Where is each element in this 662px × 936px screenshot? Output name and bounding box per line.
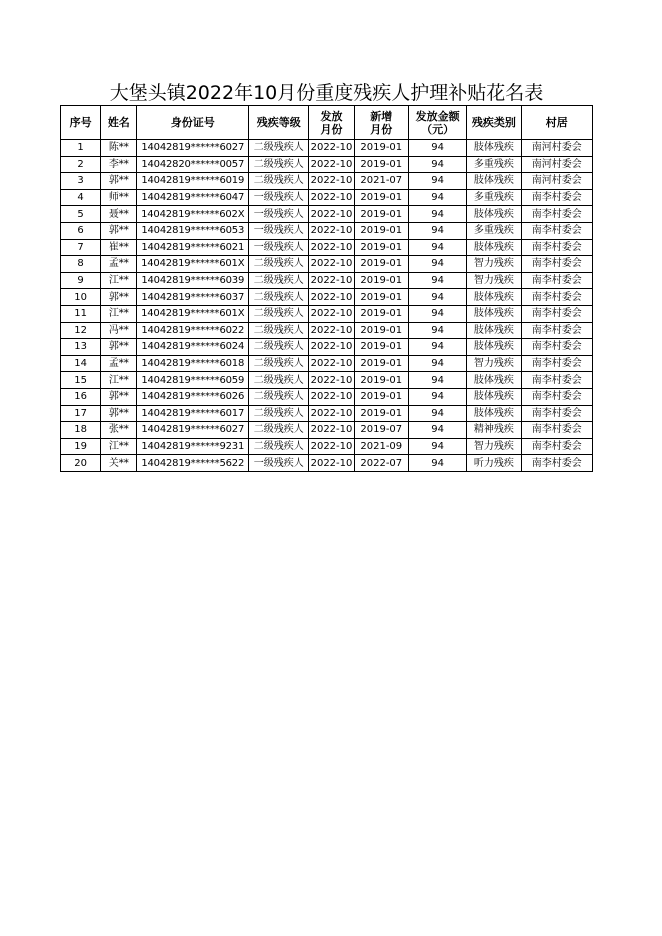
cell-id: 14042819******6047 <box>137 189 249 206</box>
cell-new-month: 2019-01 <box>354 140 408 157</box>
cell-issue-month: 2022-10 <box>309 305 354 322</box>
cell-amount: 94 <box>408 239 466 256</box>
cell-category: 精神残疾 <box>467 422 521 439</box>
cell-name: 江** <box>101 438 137 455</box>
cell-index: 1 <box>61 140 101 157</box>
cell-amount: 94 <box>408 322 466 339</box>
cell-name: 郭** <box>101 222 137 239</box>
header-category: 残疾类别 <box>467 106 521 140</box>
cell-new-month: 2019-01 <box>354 256 408 273</box>
cell-id: 14042819******6022 <box>137 322 249 339</box>
cell-level: 二级残疾人 <box>249 339 309 356</box>
cell-amount: 94 <box>408 339 466 356</box>
cell-level: 二级残疾人 <box>249 256 309 273</box>
cell-new-month: 2021-07 <box>354 173 408 190</box>
cell-amount: 94 <box>408 422 466 439</box>
cell-category: 肢体残疾 <box>467 388 521 405</box>
page-title: 大堡头镇2022年10月份重度残疾人护理补贴花名表 <box>109 82 544 104</box>
cell-name: 张** <box>101 422 137 439</box>
cell-index: 2 <box>61 156 101 173</box>
cell-level: 一级残疾人 <box>249 206 309 223</box>
cell-village: 南李村委会 <box>521 405 592 422</box>
cell-id: 14042819******6059 <box>137 372 249 389</box>
cell-name: 师** <box>101 189 137 206</box>
cell-name: 关** <box>101 455 137 472</box>
header-issue-month-line2: 月份 <box>320 122 343 136</box>
cell-name: 冯** <box>101 322 137 339</box>
cell-new-month: 2019-01 <box>354 305 408 322</box>
cell-index: 14 <box>61 355 101 372</box>
cell-issue-month: 2022-10 <box>309 156 354 173</box>
cell-name: 郭** <box>101 289 137 306</box>
cell-issue-month: 2022-10 <box>309 256 354 273</box>
cell-new-month: 2019-01 <box>354 222 408 239</box>
cell-name: 郭** <box>101 405 137 422</box>
cell-level: 二级残疾人 <box>249 289 309 306</box>
cell-id: 14042819******6039 <box>137 272 249 289</box>
cell-id: 14042819******6026 <box>137 388 249 405</box>
cell-index: 8 <box>61 256 101 273</box>
cell-category: 智力残疾 <box>467 355 521 372</box>
table-row <box>61 422 593 439</box>
cell-name: 江** <box>101 372 137 389</box>
cell-amount: 94 <box>408 173 466 190</box>
cell-village: 南李村委会 <box>521 189 592 206</box>
cell-new-month: 2019-01 <box>354 156 408 173</box>
cell-new-month: 2019-01 <box>354 372 408 389</box>
cell-issue-month: 2022-10 <box>309 272 354 289</box>
cell-amount: 94 <box>408 289 466 306</box>
cell-index: 20 <box>61 455 101 472</box>
cell-name: 江** <box>101 305 137 322</box>
header-amount <box>408 106 466 140</box>
cell-new-month: 2019-01 <box>354 388 408 405</box>
table-row <box>61 272 593 289</box>
cell-index: 17 <box>61 405 101 422</box>
cell-new-month: 2022-07 <box>354 455 408 472</box>
cell-village: 南李村委会 <box>521 222 592 239</box>
cell-new-month: 2019-01 <box>354 272 408 289</box>
cell-level: 二级残疾人 <box>249 272 309 289</box>
cell-level: 二级残疾人 <box>249 305 309 322</box>
cell-category: 听力残疾 <box>467 455 521 472</box>
cell-issue-month: 2022-10 <box>309 289 354 306</box>
table-row <box>61 322 593 339</box>
cell-id: 14042819******6018 <box>137 355 249 372</box>
cell-level: 二级残疾人 <box>249 438 309 455</box>
cell-category: 智力残疾 <box>467 256 521 273</box>
cell-village: 南李村委会 <box>521 388 592 405</box>
cell-name: 孟** <box>101 355 137 372</box>
cell-new-month: 2019-01 <box>354 289 408 306</box>
cell-new-month: 2019-01 <box>354 355 408 372</box>
cell-issue-month: 2022-10 <box>309 206 354 223</box>
cell-amount: 94 <box>408 388 466 405</box>
cell-level: 二级残疾人 <box>249 322 309 339</box>
cell-index: 3 <box>61 173 101 190</box>
cell-amount: 94 <box>408 256 466 273</box>
table-row <box>61 305 593 322</box>
table-header-row <box>61 106 593 140</box>
cell-amount: 94 <box>408 438 466 455</box>
cell-new-month: 2019-01 <box>354 322 408 339</box>
cell-village: 南河村委会 <box>521 173 592 190</box>
cell-id: 14042820******0057 <box>137 156 249 173</box>
cell-amount: 94 <box>408 189 466 206</box>
cell-issue-month: 2022-10 <box>309 422 354 439</box>
cell-id: 14042819******6053 <box>137 222 249 239</box>
table-row <box>61 438 593 455</box>
cell-level: 二级残疾人 <box>249 355 309 372</box>
cell-index: 9 <box>61 272 101 289</box>
cell-amount: 94 <box>408 455 466 472</box>
table-row <box>61 189 593 206</box>
cell-village: 南李村委会 <box>521 339 592 356</box>
cell-level: 一级残疾人 <box>249 222 309 239</box>
cell-id: 14042819******6027 <box>137 422 249 439</box>
cell-village: 南李村委会 <box>521 305 592 322</box>
cell-name: 江** <box>101 272 137 289</box>
cell-index: 7 <box>61 239 101 256</box>
cell-name: 郭** <box>101 339 137 356</box>
cell-village: 南李村委会 <box>521 438 592 455</box>
cell-new-month: 2019-01 <box>354 239 408 256</box>
cell-category: 肢体残疾 <box>467 305 521 322</box>
cell-level: 二级残疾人 <box>249 372 309 389</box>
header-new-month-line1: 新增 <box>370 109 393 123</box>
cell-id: 14042819******6037 <box>137 289 249 306</box>
cell-index: 13 <box>61 339 101 356</box>
header-amount-line1: 发放金额 <box>415 109 460 123</box>
cell-index: 16 <box>61 388 101 405</box>
cell-issue-month: 2022-10 <box>309 438 354 455</box>
cell-category: 多重残疾 <box>467 222 521 239</box>
header-village: 村居 <box>521 106 592 140</box>
cell-level: 二级残疾人 <box>249 405 309 422</box>
cell-category: 肢体残疾 <box>467 289 521 306</box>
cell-category: 多重残疾 <box>467 189 521 206</box>
cell-level: 二级残疾人 <box>249 173 309 190</box>
cell-index: 15 <box>61 372 101 389</box>
cell-name: 孟** <box>101 256 137 273</box>
cell-amount: 94 <box>408 140 466 157</box>
cell-village: 南李村委会 <box>521 239 592 256</box>
cell-issue-month: 2022-10 <box>309 140 354 157</box>
cell-id: 14042819******6024 <box>137 339 249 356</box>
cell-index: 5 <box>61 206 101 223</box>
cell-category: 多重残疾 <box>467 156 521 173</box>
cell-index: 18 <box>61 422 101 439</box>
table-row <box>61 455 593 472</box>
cell-id: 14042819******5622 <box>137 455 249 472</box>
cell-level: 二级残疾人 <box>249 422 309 439</box>
cell-category: 肢体残疾 <box>467 173 521 190</box>
cell-name: 李** <box>101 156 137 173</box>
table-row <box>61 256 593 273</box>
cell-issue-month: 2022-10 <box>309 222 354 239</box>
header-new-month-line2: 月份 <box>370 122 393 136</box>
cell-id: 14042819******6021 <box>137 239 249 256</box>
header-issue-month <box>309 106 354 140</box>
cell-id: 14042819******9231 <box>137 438 249 455</box>
cell-index: 10 <box>61 289 101 306</box>
cell-id: 14042819******6017 <box>137 405 249 422</box>
cell-id: 14042819******602X <box>137 206 249 223</box>
cell-category: 肢体残疾 <box>467 140 521 157</box>
cell-amount: 94 <box>408 156 466 173</box>
table-row <box>61 372 593 389</box>
cell-category: 肢体残疾 <box>467 339 521 356</box>
cell-level: 一级残疾人 <box>249 239 309 256</box>
subsidy-roster-table <box>60 105 593 472</box>
cell-category: 肢体残疾 <box>467 405 521 422</box>
cell-amount: 94 <box>408 206 466 223</box>
cell-name: 陈** <box>101 140 137 157</box>
cell-new-month: 2021-09 <box>354 438 408 455</box>
cell-amount: 94 <box>408 405 466 422</box>
cell-index: 6 <box>61 222 101 239</box>
cell-category: 智力残疾 <box>467 438 521 455</box>
cell-name: 郭** <box>101 388 137 405</box>
cell-name: 聂** <box>101 206 137 223</box>
cell-new-month: 2019-07 <box>354 422 408 439</box>
cell-category: 肢体残疾 <box>467 322 521 339</box>
cell-level: 一级残疾人 <box>249 455 309 472</box>
table-row <box>61 156 593 173</box>
header-name: 姓名 <box>101 106 137 140</box>
table-row <box>61 289 593 306</box>
cell-issue-month: 2022-10 <box>309 455 354 472</box>
header-index: 序号 <box>61 106 101 140</box>
cell-issue-month: 2022-10 <box>309 405 354 422</box>
table-row <box>61 140 593 157</box>
cell-amount: 94 <box>408 272 466 289</box>
table-row <box>61 206 593 223</box>
cell-amount: 94 <box>408 355 466 372</box>
cell-new-month: 2019-01 <box>354 206 408 223</box>
table-row <box>61 239 593 256</box>
cell-issue-month: 2022-10 <box>309 388 354 405</box>
cell-index: 19 <box>61 438 101 455</box>
cell-village: 南李村委会 <box>521 422 592 439</box>
table-row <box>61 388 593 405</box>
cell-village: 南李村委会 <box>521 355 592 372</box>
cell-village: 南李村委会 <box>521 455 592 472</box>
cell-issue-month: 2022-10 <box>309 339 354 356</box>
cell-new-month: 2019-01 <box>354 339 408 356</box>
cell-id: 14042819******6019 <box>137 173 249 190</box>
cell-village: 南李村委会 <box>521 322 592 339</box>
header-level: 残疾等级 <box>249 106 309 140</box>
cell-issue-month: 2022-10 <box>309 173 354 190</box>
cell-amount: 94 <box>408 305 466 322</box>
table-row <box>61 405 593 422</box>
cell-issue-month: 2022-10 <box>309 372 354 389</box>
cell-index: 4 <box>61 189 101 206</box>
cell-issue-month: 2022-10 <box>309 189 354 206</box>
cell-village: 南李村委会 <box>521 289 592 306</box>
cell-village: 南李村委会 <box>521 272 592 289</box>
cell-village: 南李村委会 <box>521 256 592 273</box>
table-row <box>61 355 593 372</box>
cell-index: 11 <box>61 305 101 322</box>
cell-id: 14042819******6027 <box>137 140 249 157</box>
header-new-month <box>354 106 408 140</box>
cell-issue-month: 2022-10 <box>309 239 354 256</box>
cell-village: 南李村委会 <box>521 372 592 389</box>
cell-new-month: 2019-01 <box>354 405 408 422</box>
cell-amount: 94 <box>408 372 466 389</box>
cell-issue-month: 2022-10 <box>309 355 354 372</box>
cell-category: 肢体残疾 <box>467 239 521 256</box>
cell-level: 二级残疾人 <box>249 388 309 405</box>
header-issue-month-line1: 发放 <box>320 109 343 123</box>
cell-village: 南河村委会 <box>521 140 592 157</box>
cell-id: 14042819******601X <box>137 256 249 273</box>
cell-amount: 94 <box>408 222 466 239</box>
cell-issue-month: 2022-10 <box>309 322 354 339</box>
table-body <box>61 140 593 472</box>
table-row <box>61 173 593 190</box>
cell-level: 二级残疾人 <box>249 140 309 157</box>
header-amount-line2: （元） <box>421 122 455 136</box>
cell-name: 崔** <box>101 239 137 256</box>
table-row <box>61 222 593 239</box>
cell-category: 肢体残疾 <box>467 206 521 223</box>
cell-village: 南李村委会 <box>521 206 592 223</box>
cell-new-month: 2019-01 <box>354 189 408 206</box>
cell-level: 二级残疾人 <box>249 156 309 173</box>
cell-category: 智力残疾 <box>467 272 521 289</box>
table-row <box>61 339 593 356</box>
cell-name: 郭** <box>101 173 137 190</box>
header-id: 身份证号 <box>137 106 249 140</box>
cell-category: 肢体残疾 <box>467 372 521 389</box>
cell-level: 一级残疾人 <box>249 189 309 206</box>
cell-id: 14042819******601X <box>137 305 249 322</box>
cell-index: 12 <box>61 322 101 339</box>
cell-village: 南河村委会 <box>521 156 592 173</box>
